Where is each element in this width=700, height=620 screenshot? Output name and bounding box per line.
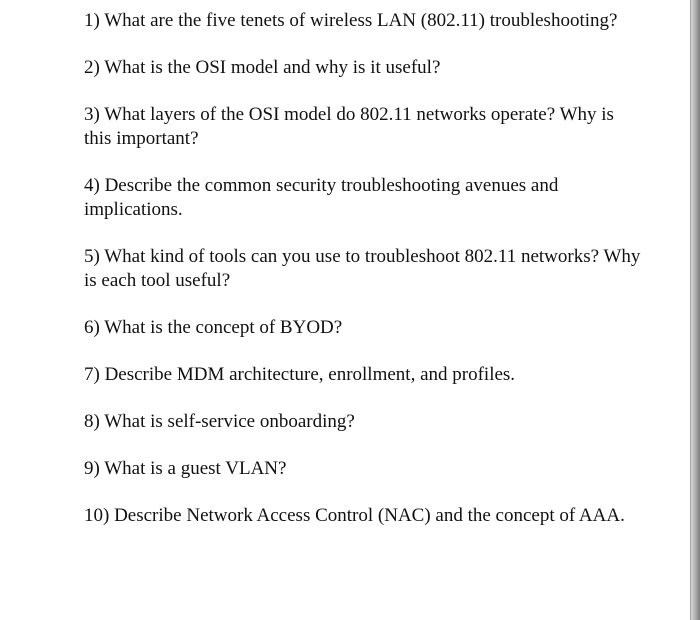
question-item-2: 2) What is the OSI model and why is it useful? (84, 57, 441, 78)
question-item-3: 3) What layers of the OSI model do 802.11 networks operate? Why is this important? (84, 104, 614, 149)
question-item-5: 5) What kind of tools can you use to troubleshoot 802.11 networks? Why is each tool useful? (84, 246, 641, 291)
question-item-6: 6) What is the concept of BYOD? (84, 317, 343, 338)
question-list (84, 9, 644, 551)
question-item-10: 10) Describe Network Access Control (NAC) and the concept of AAA. (84, 505, 625, 526)
question-item-4: 4) Describe the common security troubleshooting avenues and implications. (84, 175, 559, 220)
page-edge-shadow (691, 0, 700, 620)
question-item-1: 1) What are the five tenets of wireless LAN (802.11) troubleshooting? (84, 10, 618, 31)
question-item-8: 8) What is self-service onboarding? (84, 411, 355, 432)
question-item-7: 7) Describe MDM architecture, enrollment, and profiles. (84, 364, 516, 385)
question-item-9: 9) What is a guest VLAN? (84, 458, 287, 479)
